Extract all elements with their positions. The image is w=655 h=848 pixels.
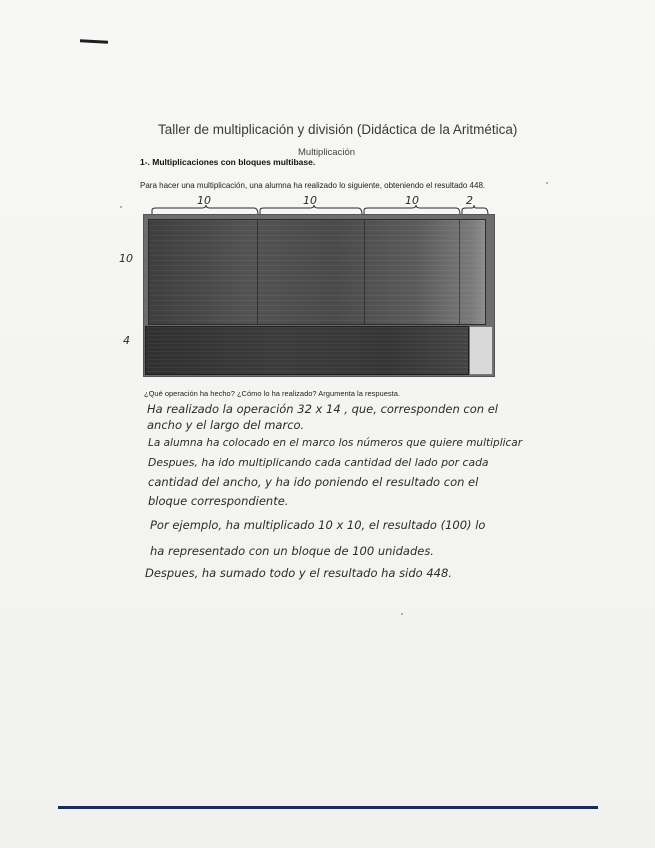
section-heading: 1-. Multiplicaciones con bloques multibase.	[140, 157, 316, 167]
side-label-2: 4	[123, 334, 130, 347]
answer-line: La alumna ha colocado en el marco los números que quiere multiplicar	[148, 437, 523, 449]
scan-speck	[120, 206, 122, 208]
side-label-1: 10	[119, 252, 133, 265]
answer-line: Despues, ha sumado todo y el resultado ha sido 448.	[145, 566, 452, 580]
answer-line: Despues, ha ido multiplicando cada cantidad del lado por cada	[148, 456, 489, 469]
answer-line: ha representado con un bloque de 100 unidades.	[150, 544, 434, 558]
pen-mark	[80, 39, 108, 43]
top-label-4: 2	[466, 194, 473, 207]
scan-speck	[546, 182, 548, 184]
page-subtitle: Multiplicación	[298, 147, 356, 158]
question-text: ¿Qué operación ha hecho? ¿Cómo lo ha realizado? Argumenta la respuesta.	[144, 389, 400, 398]
page-title: Taller de multiplicación y división (Didáctica de la Aritmética)	[158, 122, 518, 137]
multibase-blocks-photo	[143, 214, 495, 377]
top-label-1: 10	[197, 194, 211, 207]
answer-line: Ha realizado la operación 32 x 14 , que, corresponden con el	[147, 402, 498, 416]
top-label-3: 10	[405, 194, 419, 207]
page-bottom-edge	[58, 806, 598, 809]
hundreds-blocks	[148, 219, 486, 325]
answer-line: bloque correspondiente.	[148, 494, 289, 508]
answer-line: ancho y el largo del marco.	[147, 418, 305, 432]
answer-line: cantidad del ancho, y ha ido poniendo el resultado con el	[148, 475, 479, 489]
scan-speck	[401, 613, 403, 615]
intro-paragraph: Para hacer una multiplicación, una alumna ha realizado lo siguiente, obteniendo el resultado 448.	[140, 181, 486, 190]
answer-line: Por ejemplo, ha multiplicado 10 x 10, el resultado (100) lo	[150, 518, 486, 532]
top-label-2: 10	[303, 194, 317, 207]
tens-blocks	[145, 326, 469, 375]
units-blocks	[469, 326, 493, 375]
